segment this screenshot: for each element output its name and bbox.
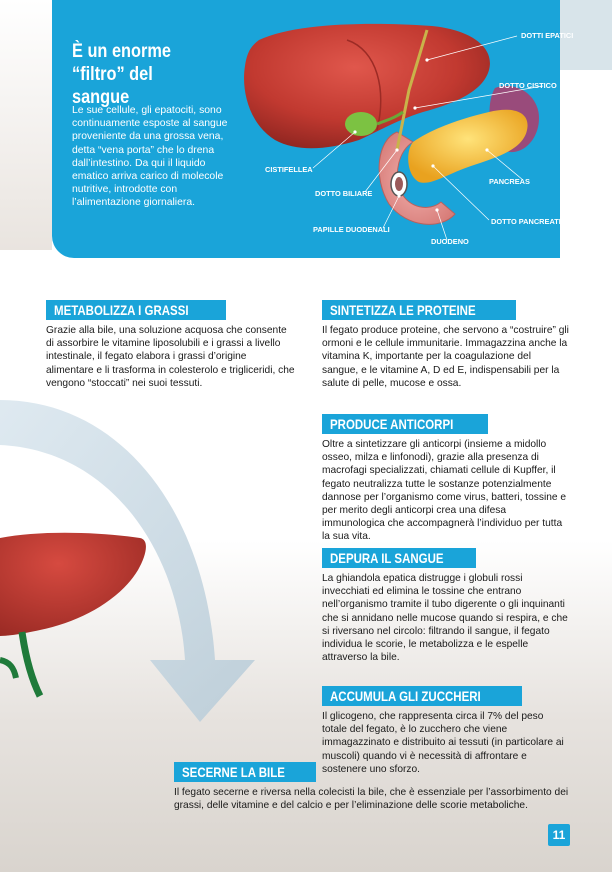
section-anticorpi-title: PRODUCE ANTICORPI <box>322 414 488 434</box>
hero-title-line1: È un enorme <box>72 41 171 62</box>
section-metabolizza <box>46 300 296 390</box>
section-bile-body: Il fegato secerne e riversa nella colecisti la bile, che è essenziale per l’assorbimento dei grassi, delle vitamine e del calcio e per l’eliminazione delle scorie metaboliche. <box>174 787 569 812</box>
label-pancreas: PANCREAS <box>489 177 530 186</box>
section-sintetizza-title: SINTETIZZA LE PROTEINE <box>322 300 516 320</box>
hero-box <box>52 0 574 258</box>
section-zuccheri-body: Il glicogeno, che rappresenta circa il 7% del peso totale del fegato, è lo zucchero che viene immagazzinato e distribuito ai tessuti (in particolare ai muscoli) quando vi è necessità di affrontare e sostenere uno sforzo. <box>322 711 564 775</box>
label-dotto-cistico: DOTTO CISTICO <box>499 81 557 90</box>
section-depura <box>322 548 570 664</box>
hero-text: Le sue cellule, gli epatociti, sono continuamente esposte al sangue proveniente da una grossa vena, detta “vena porta” che lo drena dall’intestino. Da qui il liquido ematico arriva carico di molecole nutritive, introdotte con l’alimentazione giornaliera. <box>72 105 228 209</box>
page-number: 11 <box>548 824 570 846</box>
liver-decor-shape <box>0 533 146 636</box>
label-papille-duodenali: PAPILLE DUODENALI <box>313 225 390 234</box>
liver-anatomy-illustration <box>227 0 574 258</box>
section-bile-title: SECERNE LA BILE <box>174 762 316 782</box>
label-duodeno: DUODENO <box>431 237 469 246</box>
label-cistifellea: CISTIFELLEA <box>265 165 313 174</box>
decorative-arrow <box>0 360 270 740</box>
section-sintetizza-body: Il fegato produce proteine, che servono a “costruire” gli ormoni e le cellule immunitarie. Immagazzina anche la vitamina K, importante per la coagulazione del sangue, e le vitamine A, D ed E, indispensabili per la salute di pelle, mucose e ossa. <box>322 325 569 389</box>
label-dotto-pancreatico: DOTTO PANCREATICO <box>491 217 572 226</box>
left-decor-band <box>0 0 52 250</box>
section-depura-title: DEPURA IL SANGUE <box>322 548 476 568</box>
section-metabolizza-body: Grazie alla bile, una soluzione acquosa che consente di assorbire le vitamine liposolubili e i grassi a livello intestinale, il fegato elabora i grassi d’origine alimentare e li trasforma in colesterolo e trigliceridi, che vengono “stoccati” nei suoi tessuti. <box>46 325 295 389</box>
section-anticorpi <box>322 414 570 544</box>
section-metabolizza-title: METABOLIZZA I GRASSI <box>46 300 226 320</box>
label-dotto-biliare: DOTTO BILIARE <box>315 189 373 198</box>
section-anticorpi-body: Oltre a sintetizzare gli anticorpi (insieme a midollo osseo, milza e linfonodi), grazie alla presenza di macrofagi specializzati, chiamati cellule di Kupffer, il fegato neutralizza tutte le sostanze potenzialmente dannose per l’organismo come virus, batteri, tossine e per merito degli anticorpi crea una difesa immunologica che accompagnerà l’individuo per tutta la sua vita. <box>322 439 567 543</box>
label-dotti-epatici: DOTTI EPATICI <box>521 31 574 40</box>
gallbladder-shape <box>345 112 377 136</box>
section-sintetizza <box>322 300 570 390</box>
section-zuccheri-title: ACCUMULA GLI ZUCCHERI <box>322 686 522 706</box>
hero-title <box>72 40 210 109</box>
pancreas-shape <box>408 110 527 183</box>
section-bile <box>174 762 574 812</box>
hero-title-line2: “filtro” del sangue <box>72 64 153 108</box>
section-depura-body: La ghiandola epatica distrugge i globuli rossi invecchiati ed elimina le tossine che entrano nell’organismo tramite il tubo digerente o gli inquinanti che si annidano nelle mucose quando si respira, e che si riversano nel circolo: filtrando il sangue, il fegato individua le scorie, le metabolizza e le espelle attraverso la bile. <box>322 573 568 664</box>
